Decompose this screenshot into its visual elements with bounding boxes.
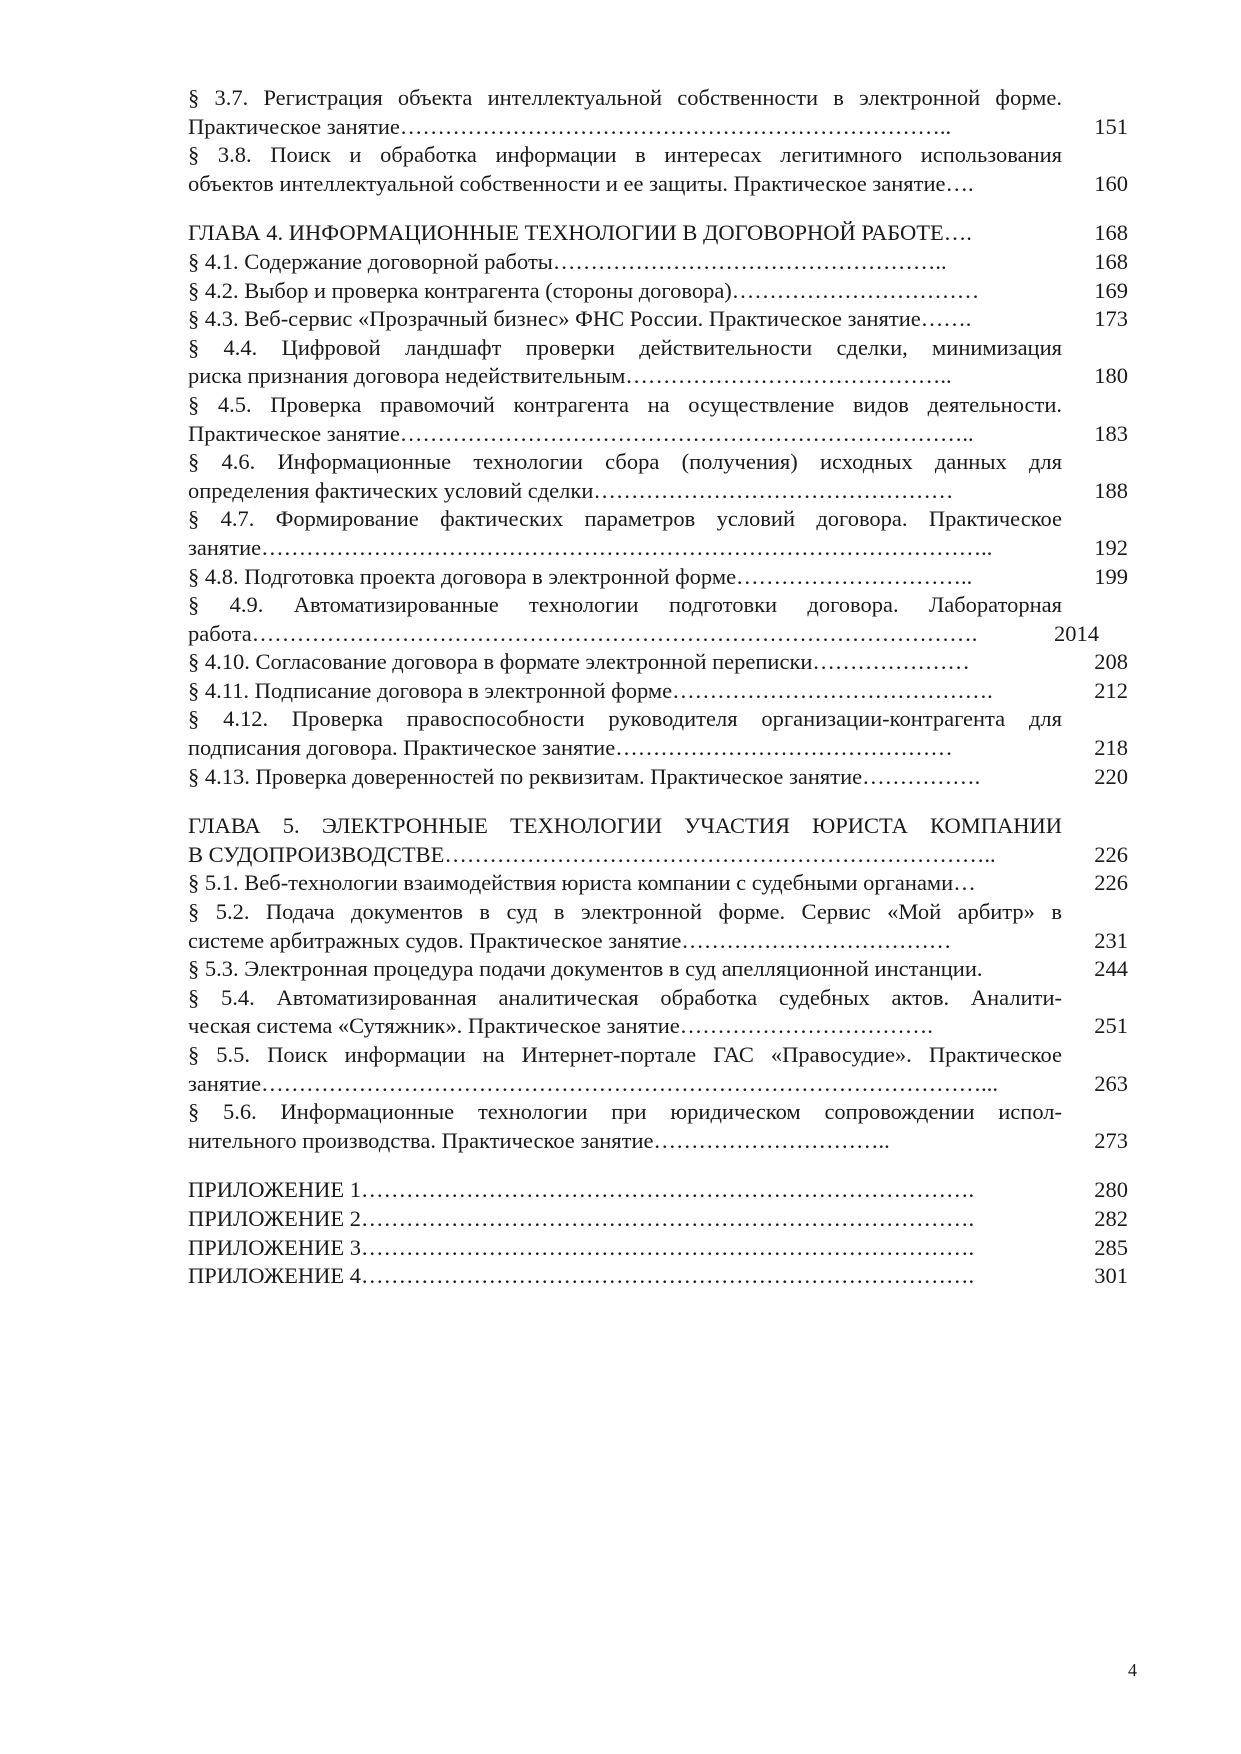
toc-entry[interactable] <box>188 1262 1128 1291</box>
toc-entry[interactable] <box>188 334 1128 391</box>
toc-entry-line: § 4.7. Формирование фактических параметров условий договора. Практическое <box>188 506 1062 532</box>
toc-entry[interactable] <box>188 84 1128 141</box>
toc-entry-line: § 5.4. Автоматизированная аналитическая обработка судебных актов. Аналити- <box>188 984 1062 1010</box>
toc-entry-line: § 4.5. Проверка правомочий контрагента на осуществление видов деятельности. <box>188 391 1062 417</box>
toc-entry-last-line <box>188 677 1128 706</box>
toc-entry-last-line <box>188 869 1128 898</box>
toc-entry-line: ГЛАВА 5. ЭЛЕКТРОННЫЕ ТЕХНОЛОГИИ УЧАСТИЯ ЮРИСТА КОМПАНИИ <box>188 813 1062 839</box>
toc-page-number: 263 <box>1094 1070 1128 1096</box>
toc-entry-last-line <box>188 219 1128 248</box>
toc-entry-title: § 4.11. Подписание договора в электронной форме……………………………………. <box>188 677 993 703</box>
toc-page-number: 188 <box>1094 477 1128 503</box>
toc-entry-title: § 5.1. Веб-технологии взаимодействия юриста компании с судебными органами… <box>188 870 976 896</box>
toc-entry-title: ческая система «Сутяжник». Практическое занятие……………………………. <box>188 1013 933 1039</box>
toc-entry-last-line <box>188 841 1128 870</box>
toc-entry-title: риска признания договора недействительным…………………………………….. <box>188 363 952 389</box>
table-of-contents <box>188 84 1128 1291</box>
toc-entry-title: ПРИЛОЖЕНИЕ 2………………………………………………………………………. <box>188 1205 975 1231</box>
toc-entry-title: § 4.8. Подготовка проекта договора в электронной форме………………………….. <box>188 563 973 589</box>
toc-entry-last-line <box>188 1127 1128 1156</box>
toc-page-number: 192 <box>1094 534 1128 560</box>
toc-entry-title: В СУДОПРОИЗВОДСТВЕ……………………………………………………………….. <box>188 841 996 867</box>
toc-entry[interactable] <box>188 141 1128 198</box>
toc-entry-last-line <box>188 1234 1128 1263</box>
toc-entry-last-line <box>188 1262 1128 1291</box>
toc-entry[interactable] <box>188 869 1128 898</box>
toc-entry-last-line <box>188 477 1128 506</box>
toc-entry-title: § 4.10. Согласование договора в формате электронной переписки………………… <box>188 649 970 675</box>
toc-entry[interactable] <box>188 505 1128 562</box>
toc-entry-last-line <box>188 113 1128 142</box>
toc-entry[interactable] <box>188 591 1128 648</box>
toc-entry-last-line <box>188 248 1128 277</box>
toc-entry-title: ПРИЛОЖЕНИЕ 1………………………………………………………………………. <box>188 1177 975 1203</box>
toc-entry[interactable] <box>188 1234 1128 1263</box>
toc-entry[interactable] <box>188 563 1128 592</box>
toc-entry[interactable] <box>188 898 1128 955</box>
toc-entry-line: § 4.6. Информационные технологии сбора (получения) исходных данных для <box>188 449 1062 475</box>
toc-entry[interactable] <box>188 448 1128 505</box>
toc-entry-last-line <box>188 955 1128 984</box>
toc-entry-last-line <box>188 420 1128 449</box>
toc-page-number: 280 <box>1094 1177 1128 1203</box>
toc-entry-line: § 3.8. Поиск и обработка информации в интересах легитимного использования <box>188 142 1062 168</box>
toc-entry-title: системе арбитражных судов. Практическое занятие……………………………… <box>188 927 952 953</box>
toc-entry[interactable] <box>188 763 1128 792</box>
toc-entry[interactable] <box>188 1176 1128 1205</box>
toc-entry[interactable] <box>188 305 1128 334</box>
toc-page-number: 151 <box>1094 113 1128 139</box>
toc-page-number: 212 <box>1094 677 1128 703</box>
toc-page-number: 282 <box>1094 1205 1128 1231</box>
toc-entry-last-line <box>188 1070 1128 1099</box>
toc-entry-title: занятие……………………………………………………………………………………... <box>188 1070 998 1096</box>
toc-entry-title: нительного производства. Практическое занятие………………………….. <box>188 1127 890 1153</box>
toc-entry[interactable] <box>188 1205 1128 1234</box>
toc-entry[interactable] <box>188 705 1128 762</box>
toc-entry[interactable] <box>188 648 1128 677</box>
toc-page-number: 251 <box>1094 1013 1128 1039</box>
toc-page-number: 169 <box>1094 277 1128 303</box>
toc-entry-line: § 5.2. Подача документов в суд в электронной форме. Сервис «Мой арбитр» в <box>188 899 1062 925</box>
toc-page-number: 180 <box>1094 363 1128 389</box>
toc-entry-line: § 4.12. Проверка правоспособности руководителя организации-контрагента для <box>188 706 1062 732</box>
toc-entry-last-line <box>188 362 1128 391</box>
toc-page-number: 273 <box>1094 1127 1128 1153</box>
toc-page-number: 218 <box>1094 735 1128 761</box>
toc-page-number: 301 <box>1094 1263 1128 1289</box>
toc-entry[interactable] <box>188 277 1128 306</box>
toc-entry-title: работа……………………………………………………………………………………. <box>188 620 978 646</box>
toc-entry-title: Практическое занятие……………………………………………………………….. <box>188 113 952 139</box>
toc-entry-last-line <box>188 734 1128 763</box>
toc-entry-title: § 5.3. Электронная процедура подачи документов в суд апелляционной инстанции. <box>188 956 983 982</box>
toc-entry-title: ПРИЛОЖЕНИЕ 3………………………………………………………………………. <box>188 1234 975 1260</box>
toc-entry-last-line <box>188 927 1128 956</box>
toc-entry[interactable] <box>188 248 1128 277</box>
toc-page-number: 226 <box>1094 870 1128 896</box>
toc-entry-line: § 4.9. Автоматизированные технологии подготовки договора. Лабораторная <box>188 592 1062 618</box>
toc-entry-last-line <box>188 305 1128 334</box>
toc-page-number: 226 <box>1094 841 1128 867</box>
toc-page-number: 244 <box>1094 956 1128 982</box>
toc-entry[interactable] <box>188 391 1128 448</box>
toc-entry-last-line <box>188 563 1128 592</box>
toc-entry-last-line <box>188 1012 1128 1041</box>
toc-entry-last-line <box>188 1176 1128 1205</box>
toc-page-number: 220 <box>1094 763 1128 789</box>
toc-entry[interactable] <box>188 955 1128 984</box>
toc-page-number: 199 <box>1094 563 1128 589</box>
toc-page-number: 231 <box>1094 927 1128 953</box>
toc-entry-last-line <box>188 763 1128 792</box>
toc-entry-title: § 4.1. Содержание договорной работы…………………………………………….. <box>188 248 947 274</box>
toc-entry-last-line <box>188 1205 1128 1234</box>
page-number: 4 <box>1128 1660 1137 1680</box>
toc-entry-last-line <box>188 277 1128 306</box>
toc-entry-title: определения фактических условий сделки………………………………………… <box>188 477 954 503</box>
toc-page-number: 2014 <box>1054 620 1099 646</box>
toc-entry-last-line <box>188 170 1128 199</box>
toc-entry[interactable] <box>188 677 1128 706</box>
toc-entry-line: § 5.5. Поиск информации на Интернет-портале ГАС «Правосудие». Практическое <box>188 1042 1062 1067</box>
toc-page-number: 168 <box>1094 248 1128 274</box>
toc-entry-last-line <box>188 648 1128 677</box>
toc-entry-line: § 3.7. Регистрация объекта интеллектуальной собственности в электронной форме. <box>188 85 1062 110</box>
toc-page-number: 285 <box>1094 1234 1128 1260</box>
toc-page-number: 183 <box>1094 420 1128 446</box>
toc-page-number: 160 <box>1094 170 1128 196</box>
toc-entry[interactable] <box>188 984 1128 1041</box>
toc-entry-title: § 4.13. Проверка доверенностей по реквизитам. Практическое занятие……………. <box>188 763 981 789</box>
toc-page-number: 173 <box>1094 306 1128 332</box>
toc-page-number: 168 <box>1094 220 1128 246</box>
toc-entry-line: § 4.4. Цифровой ландшафт проверки действительности сделки, минимизация <box>188 334 1062 360</box>
toc-entry[interactable] <box>188 812 1128 869</box>
toc-entry-title: объектов интеллектуальной собственности и ее защиты. Практическое занятие…. <box>188 170 974 196</box>
toc-entry-title: ГЛАВА 4. ИНФОРМАЦИОННЫЕ ТЕХНОЛОГИИ В ДОГОВОРНОЙ РАБОТЕ…. <box>188 220 972 246</box>
toc-entry[interactable] <box>188 1041 1128 1098</box>
toc-entry[interactable] <box>188 1098 1128 1155</box>
toc-entry-title: подписания договора. Практическое занятие……………………………………… <box>188 735 953 761</box>
toc-entry-last-line <box>188 534 1128 563</box>
toc-entry-title: § 4.3. Веб-сервис «Прозрачный бизнес» ФНС России. Практическое занятие……. <box>188 306 972 332</box>
toc-entry-title: Практическое занятие………………………………………………………………….. <box>188 420 974 446</box>
toc-entry-last-line <box>188 620 1128 649</box>
toc-entry-title: ПРИЛОЖЕНИЕ 4………………………………………………………………………. <box>188 1263 975 1289</box>
toc-entry[interactable] <box>188 219 1128 248</box>
toc-entry-line: § 5.6. Информационные технологии при юридическом сопровождении испол- <box>188 1099 1062 1125</box>
toc-page-number: 208 <box>1094 649 1128 675</box>
toc-entry-title: § 4.2. Выбор и проверка контрагента (стороны договора)…………………………… <box>188 277 980 303</box>
toc-entry-title: занятие…………………………………………………………………………………….. <box>188 534 993 560</box>
